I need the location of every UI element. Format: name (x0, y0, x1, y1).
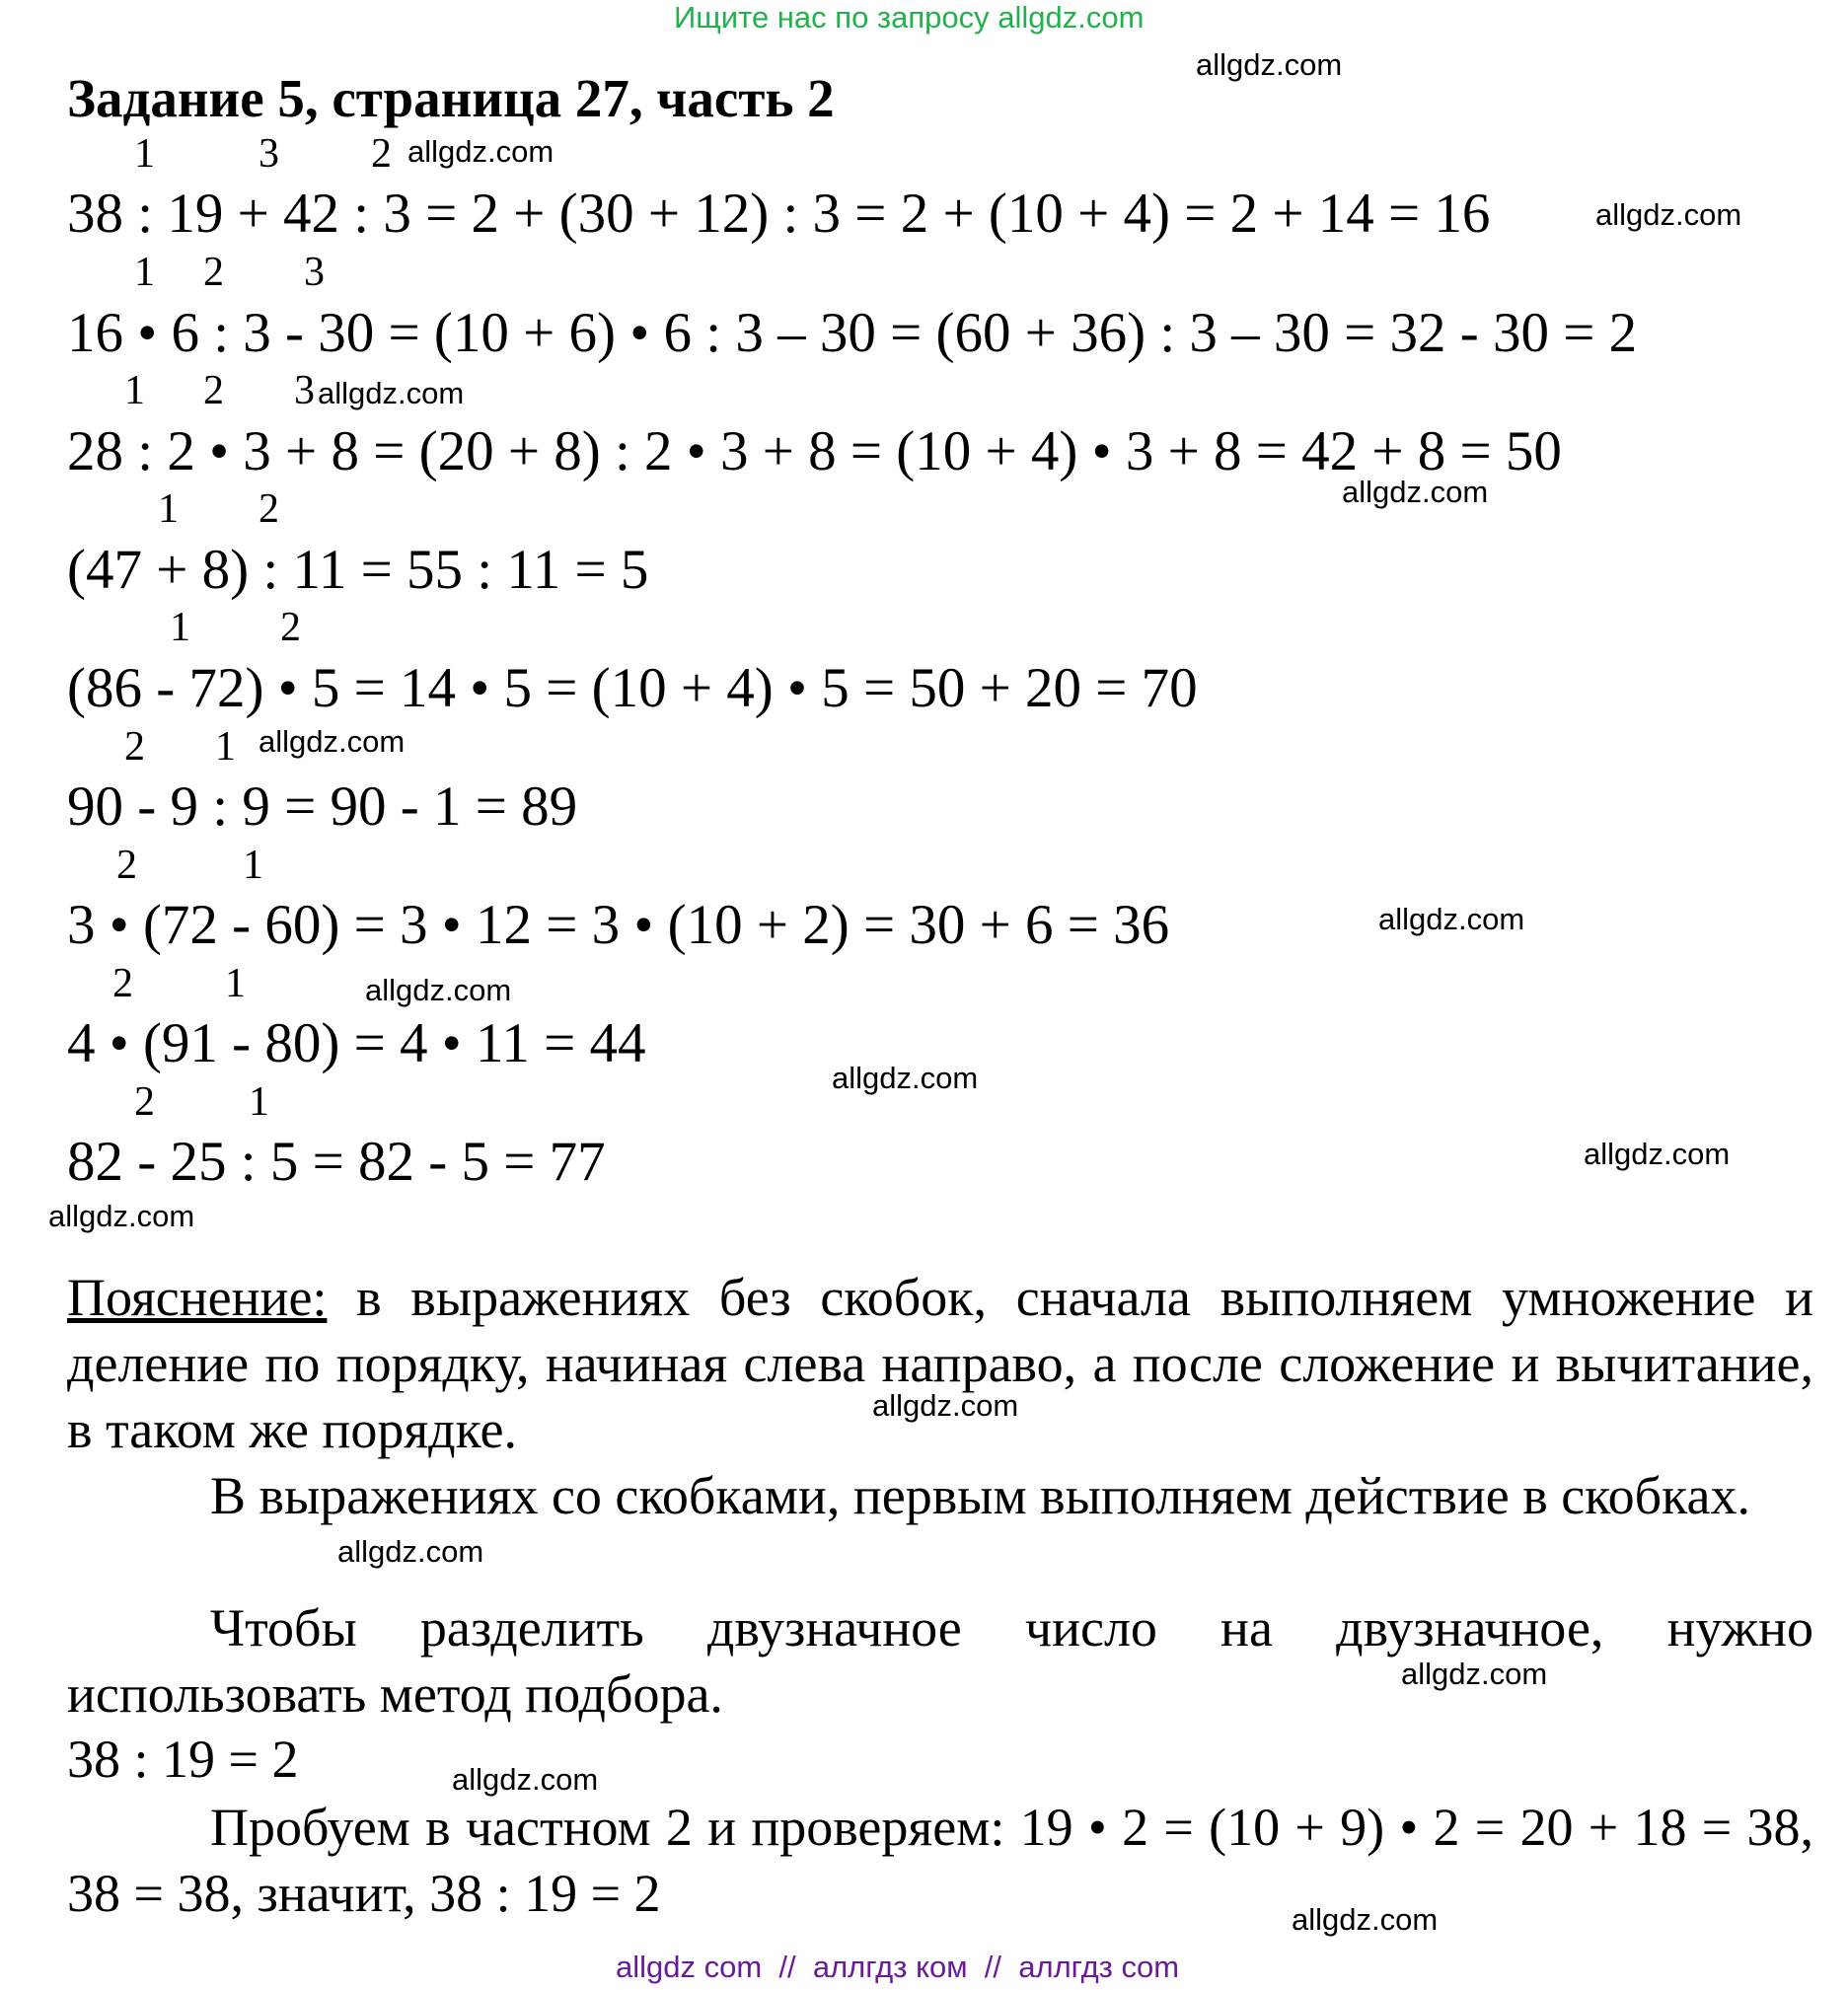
order-number: 1 (124, 368, 145, 413)
explanation-paragraph (67, 1463, 1813, 1529)
order-number: 2 (112, 961, 133, 1006)
site-banner: Ищите нас по запросу allgdz.com (674, 0, 1145, 35)
watermark: allgdz.com (259, 724, 406, 759)
order-number: 2 (134, 1079, 155, 1125)
order-number: 1 (134, 131, 155, 177)
explanation-text: Чтобы разделить двузначное число на двузначное, нужно использовать метод подбора. (67, 1598, 1813, 1724)
page-title: Задание 5, страница 27, часть 2 (67, 68, 835, 128)
expression-line: 4 • (91 - 80) = 4 • 11 = 44 (67, 1012, 646, 1074)
watermark: allgdz.com (1342, 475, 1489, 509)
explanation-text: Пробуем в частном 2 и проверяем: 19 • 2 = (10 + 9) • 2 = 20 + 18 = 38, 38 = 38, значит, 38 : 19 = 2 (67, 1798, 1813, 1923)
order-number: 2 (203, 368, 224, 413)
expression-line: (86 - 72) • 5 = 14 • 5 = (10 + 4) • 5 = 50 + 20 = 70 (67, 657, 1198, 719)
order-number: 1 (170, 605, 190, 650)
order-number: 2 (280, 605, 301, 650)
expression-line: 90 - 9 : 9 = 90 - 1 = 89 (67, 775, 578, 838)
example-line: 38 : 19 = 2 (67, 1730, 299, 1789)
watermark: allgdz.com (872, 1388, 1019, 1423)
watermark: allgdz.com (832, 1061, 979, 1095)
order-number: 1 (225, 961, 246, 1006)
watermark: allgdz.com (1378, 902, 1525, 936)
order-number: 2 (116, 843, 137, 888)
expression-line: 3 • (72 - 60) = 3 • 12 = 3 • (10 + 2) = 30 + 6 = 36 (67, 894, 1170, 956)
explanation-text: в выражениях без скобок, сначала выполняем умножение и деление по порядку, начиная слева направо, а после сложение и вычитание, в таком же порядке. (67, 1268, 1813, 1459)
watermark: allgdz.com (452, 1762, 599, 1797)
expression-line: 16 • 6 : 3 - 30 = (10 + 6) • 6 : 3 – 30 = (60 + 36) : 3 – 30 = 32 - 30 = 2 (67, 302, 1638, 364)
order-number: 1 (243, 843, 263, 888)
explanation-paragraph (67, 1595, 1813, 1728)
expression-line: (47 + 8) : 11 = 55 : 11 = 5 (67, 539, 649, 601)
watermark: allgdz.com (337, 1534, 484, 1569)
order-number: 2 (203, 250, 224, 295)
site-footer: allgdz com // аллгдз ком // аллгдз com (616, 1950, 1180, 1984)
explanation-paragraph (67, 1795, 1813, 1927)
explanation-label: Пояснение: (67, 1268, 328, 1327)
watermark: allgdz.com (1584, 1137, 1731, 1171)
order-number: 2 (371, 131, 392, 177)
explanation-text: В выражениях со скобками, первым выполняем действие в скобках. (210, 1466, 1751, 1525)
explanation-paragraph (67, 1265, 1813, 1463)
order-number: 1 (249, 1079, 269, 1125)
order-number: 1 (158, 486, 179, 532)
order-number: 2 (124, 724, 145, 770)
watermark: allgdz.com (318, 376, 465, 410)
watermark: allgdz.com (48, 1199, 195, 1233)
watermark: allgdz.com (1196, 47, 1343, 82)
order-number: 3 (304, 250, 325, 295)
order-number: 1 (134, 250, 155, 295)
order-number: 3 (294, 368, 315, 413)
watermark: allgdz.com (1401, 1657, 1548, 1691)
watermark: allgdz.com (407, 134, 554, 169)
order-number: 3 (259, 131, 279, 177)
order-number: 2 (259, 486, 279, 532)
watermark: allgdz.com (365, 973, 512, 1007)
expression-line: 82 - 25 : 5 = 82 - 5 = 77 (67, 1131, 606, 1193)
order-number: 1 (215, 724, 236, 770)
expression-line: 38 : 19 + 42 : 3 = 2 + (30 + 12) : 3 = 2 + (10 + 4) = 2 + 14 = 16 (67, 183, 1491, 245)
watermark: allgdz.com (1595, 197, 1742, 232)
expression-line: 28 : 2 • 3 + 8 = (20 + 8) : 2 • 3 + 8 = (10 + 4) • 3 + 8 = 42 + 8 = 50 (67, 420, 1562, 482)
watermark: allgdz.com (1292, 1902, 1439, 1937)
